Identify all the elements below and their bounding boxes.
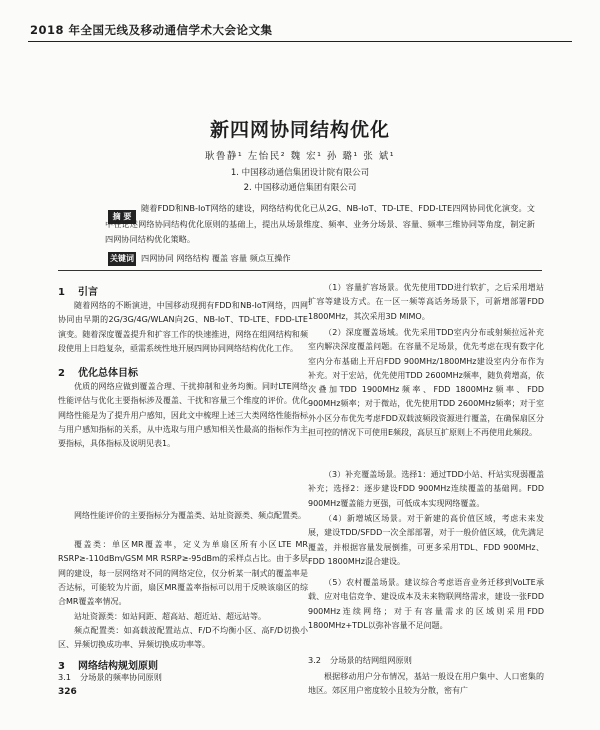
strategy-paragraph-1: （1）容量扩容场景。优先使用TDD进行软扩，之后采用增站扩容等建设方式。在一区一频等高话务场景下，可新增部署FDD 1800MHz，其次采用3D MIMO。 — [308, 283, 544, 321]
right-column — [308, 0, 560, 730]
section-number: 1 — [58, 287, 65, 298]
keywords-tag: 关键词 — [108, 252, 136, 266]
subsection-number: 3.1 — [58, 672, 72, 682]
subsection-number: 3.2 — [308, 655, 322, 665]
strategy-paragraph-4: （4）新增城区场景。对于新建的高价值区域，考虑未来发展，建设TDD/SFDD一次全部部署，对于一般价值区域，优先满足覆盖，并根据容量发展倒推，可更多采用TDL、FDD 900MHz、FDD 1800MHz混合建设。 — [308, 514, 544, 566]
subsection-3-1-heading — [58, 672, 162, 683]
section-2-paragraph-5: 频点配置类：如高载波配置站点、F/D不均衡小区、高F/D切换小区、异频切换成功率、异频切换成功率等。 — [58, 626, 308, 650]
section-number: 2 — [58, 368, 65, 379]
strategy-paragraph-3: （3）补充覆盖场景。选择1：通过TDD小站、杆站实现弱覆盖补充；选择2：逐步建设FDD 900MHz连续覆盖的基础网。FDD 900MHz覆盖能力更强，可低成本实现网络覆盖。 — [308, 470, 544, 508]
strategy-paragraph-6: 根据移动用户分布情况，基站一般设在用户集中、人口密集的地区。郊区用户密度较小且较为分散，密有广 — [308, 672, 544, 696]
subsection-title: 分场景的频率协同原则 — [80, 672, 162, 682]
section-2-paragraph-1: 优质的网络应做到覆盖合理、干扰抑制和业务均衡。同时LTE网络性能评估与优化主要指标涉及覆盖、干扰和容量三个维度的评价。优化网络性能是为了提升用户感知，因此文中梳理上述三大类网络性能指标与用户感知指标的关系，从中选取与用户感知相关性最高的指标作为主要指标，具体指标及说明见表1。 — [58, 382, 308, 449]
section-2-paragraph-4: 站址资源类：如站间距、超高站、超近站、超远站等。 — [74, 612, 266, 621]
section-2-paragraph-2: 网络性能评价的主要指标分为覆盖类、站址资源类、频点配置类。 — [74, 511, 306, 520]
subsection-3-2-heading — [308, 655, 412, 666]
section-2-paragraph-3: 覆盖类：单区MR覆盖率，定义为单扇区所有小区LTE MR RSRP≥-110dBm/GSM MR RSRP≥-95dBm的采样点占比。由于多层网的建设，每一层网络对不同的网络定位，仅分析某一制式的覆盖率是否达标，可能较为片面，扇区MR覆盖率指标可以用于反映该扇区的综合MR覆盖率情况。 — [58, 540, 308, 607]
page-number: 326 — [58, 687, 77, 697]
section-2-heading — [58, 364, 138, 379]
section-title: 引言 — [78, 287, 98, 298]
section-3-heading — [58, 657, 158, 672]
strategy-paragraph-5: （5）农村覆盖场景。建议综合考虑语音业务迁移到VoLTE承载、应对电信竞争、建设成本及未来物联网络需求，建设一张FDD 900MHz连续网络；对于有容量需求的区域则采用FDD 1800MHz+TDL以弥补容量不足问题。 — [308, 578, 544, 630]
affiliation-1: 1. 中国移动通信集团设计院有限公司 — [230, 168, 370, 178]
section-number: 3 — [58, 661, 65, 672]
paper-authors: 耿鲁静¹ 左怡民² 魏 宏¹ 孙 璐¹ 张 斌¹ — [204, 151, 396, 162]
section-1-heading — [58, 283, 98, 298]
abstract-text: 随着FDD和NB-IoT网络的建设，网络结构优化已从2G、NB-IoT、TD-LTE、FDD-LTE四网协同优化演变。文中在论述网络协同结构优化原则的基础上，提出从场景维度、频率、业务分场景、容量、频率三维协同等角度，制定新四网协同结构优化策略。 — [105, 203, 535, 244]
section-title: 优化总体目标 — [78, 368, 138, 379]
affiliation-2: 2. 中国移动通信集团有限公司 — [243, 183, 357, 193]
abstract-tag: 摘 要 — [108, 210, 136, 224]
left-column — [58, 0, 310, 730]
keywords-text: 四网协同 网络结构 覆盖 容量 频点互操作 — [141, 253, 291, 263]
paper-title: 新四网协同结构优化 — [209, 119, 390, 141]
running-header: 2018 年全国无线及移动通信学术大会论文集 — [30, 23, 273, 37]
strategy-paragraph-2: （2）深度覆盖场域。优先采用TDD室内分布或射频拉远补充室内解决深度覆盖问题。在容量不足场景，优先考虑在现有数字化室内分布基础上开启FDD 900MHz/1800MHz建设室内分布作为补充。对于宏站，优先使用TDD 2600MHz频率，随负荷增高，依次叠加TDD 1900MHz频率、FDD 1800MHz频率、FDD 900MHz频率；对于微站，优先使用TDD 2600MHz频率；对于室外小区分布优先考虑FDD双载波频段资源进行覆盖，在确保扇区分担可控的情况下可使用E频段，高层互扩原则上不再使用此频段。 — [308, 328, 544, 438]
section-title: 网络结构规划原则 — [78, 661, 158, 672]
section-1-paragraph: 随着网络的不断演进，中国移动现拥有FDD和NB-IoT网络，四网协同由早期的2G/3G/4G/WLAN向2G、NB-IoT、TD-LTE、FDD-LTE演变。随着深度覆盖提升和扩容工作的快速推进，网络在组网结构和频段使用上日趋复杂，亟需系统性地开展四网协同网络结构优化工作。 — [58, 301, 308, 353]
subsection-title: 分场景的结网组网原则 — [330, 655, 412, 665]
